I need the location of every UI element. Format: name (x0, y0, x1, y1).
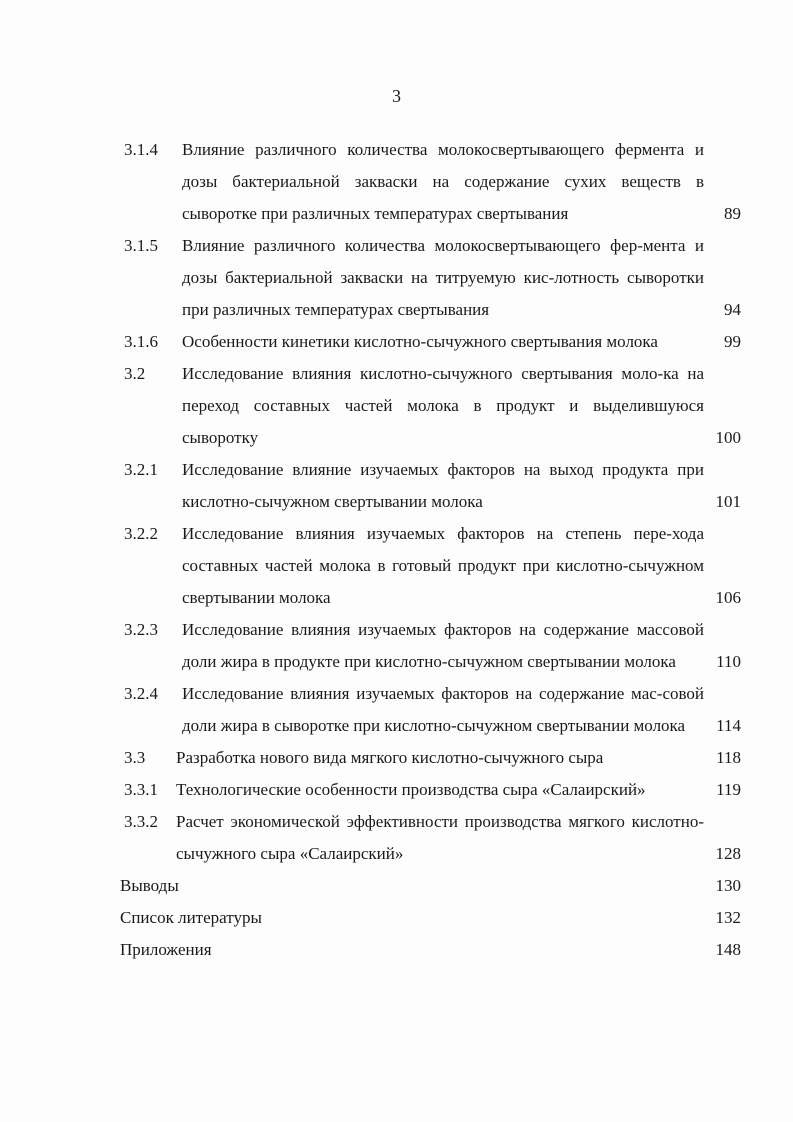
toc-end-entry (0, 902, 793, 934)
toc-entry-title: Влияние различного количества молокосвертывающего фермента и дозы бактериальной закваски на содержание сухих веществ в сыворотке при различных температурах свертывания (182, 140, 704, 223)
toc-entry (0, 326, 793, 358)
toc-entry (0, 518, 793, 614)
toc-end-entry (0, 870, 793, 902)
toc-entry-number: 3.2.1 (124, 460, 158, 479)
page-number: 3 (392, 86, 401, 106)
toc-entry (0, 774, 793, 806)
toc-entry (0, 614, 793, 678)
toc-entry (0, 358, 793, 454)
toc-entry-page: 130 (715, 876, 741, 895)
toc-entry (0, 134, 793, 230)
toc-entry-page: 118 (716, 748, 741, 767)
toc-entry-number: 3.2 (124, 364, 146, 383)
toc-entry (0, 742, 793, 774)
toc-end-title: Список литературы (120, 908, 262, 927)
toc-entry (0, 230, 793, 326)
toc-end-title: Приложения (120, 940, 212, 959)
toc-entry-number: 3.1.4 (124, 140, 158, 159)
toc-entry-title: Исследование влияния изучаемых факторов на содержание массовой доли жира в продукте при кислотно-сычужном свертывании молока (182, 620, 704, 671)
toc-entry-title: Исследование влияния изучаемых факторов на степень пере-хода составных частей молока в готовый продукт при кислотно-сычужном свертывании молока (182, 524, 704, 607)
toc-entry-title: Исследование влияния кислотно-сычужного свертывания моло-ка на переход составных частей молока в продукт и выделившуюся сыворотку (182, 364, 704, 447)
toc-entry-title: Технологические особенности производства сыра «Салаирский» (176, 780, 646, 799)
toc-entry (0, 678, 793, 742)
toc-entry-title: Расчет экономической эффективности производства мягкого кислотно-сычужного сыра «Салаирский» (176, 812, 704, 863)
toc-entry-page: 110 (716, 652, 741, 671)
toc-entry-title: Исследование влияние изучаемых факторов на выход продукта при кислотно-сычужном свертывании молока (182, 460, 704, 511)
toc-entry-title: Особенности кинетики кислотно-сычужного свертывания молока (182, 332, 658, 351)
toc-entry-page: 128 (715, 844, 741, 863)
toc-entry-number: 3.1.6 (124, 332, 158, 351)
toc-entry-number: 3.3.2 (124, 812, 158, 831)
toc-entry-number: 3.2.2 (124, 524, 158, 543)
toc-entry-page: 94 (724, 300, 741, 319)
toc-end-entry (0, 934, 793, 966)
table-of-contents (0, 134, 793, 966)
toc-entry-page: 99 (724, 332, 741, 351)
toc-entry-page: 119 (716, 780, 741, 799)
toc-entry-page: 100 (715, 428, 741, 447)
toc-entry-title: Исследование влияния изучаемых факторов на содержание мас-совой доли жира в сыворотке при кислотно-сычужном свертывании молока (182, 684, 704, 735)
toc-entry-page: 114 (716, 716, 741, 735)
toc-entry-page: 89 (724, 204, 741, 223)
toc-entry-page: 148 (715, 940, 741, 959)
toc-entry-title: Влияние различного количества молокосвертывающего фер-мента и дозы бактериальной закваски на титруемую кис-лотность сыворотки при различных температурах свертывания (182, 236, 704, 319)
toc-end-title: Выводы (120, 876, 179, 895)
toc-entry-title: Разработка нового вида мягкого кислотно-сычужного сыра (176, 748, 604, 767)
toc-entry-number: 3.3 (124, 748, 146, 767)
toc-entry-page: 132 (715, 908, 741, 927)
toc-entry-number: 3.2.4 (124, 684, 158, 703)
toc-entry (0, 806, 793, 870)
toc-entry-number: 3.2.3 (124, 620, 158, 639)
toc-entry (0, 454, 793, 518)
toc-entry-page: 101 (715, 492, 741, 511)
toc-entry-number: 3.3.1 (124, 780, 158, 799)
toc-entry-page: 106 (715, 588, 741, 607)
toc-entry-number: 3.1.5 (124, 236, 158, 255)
